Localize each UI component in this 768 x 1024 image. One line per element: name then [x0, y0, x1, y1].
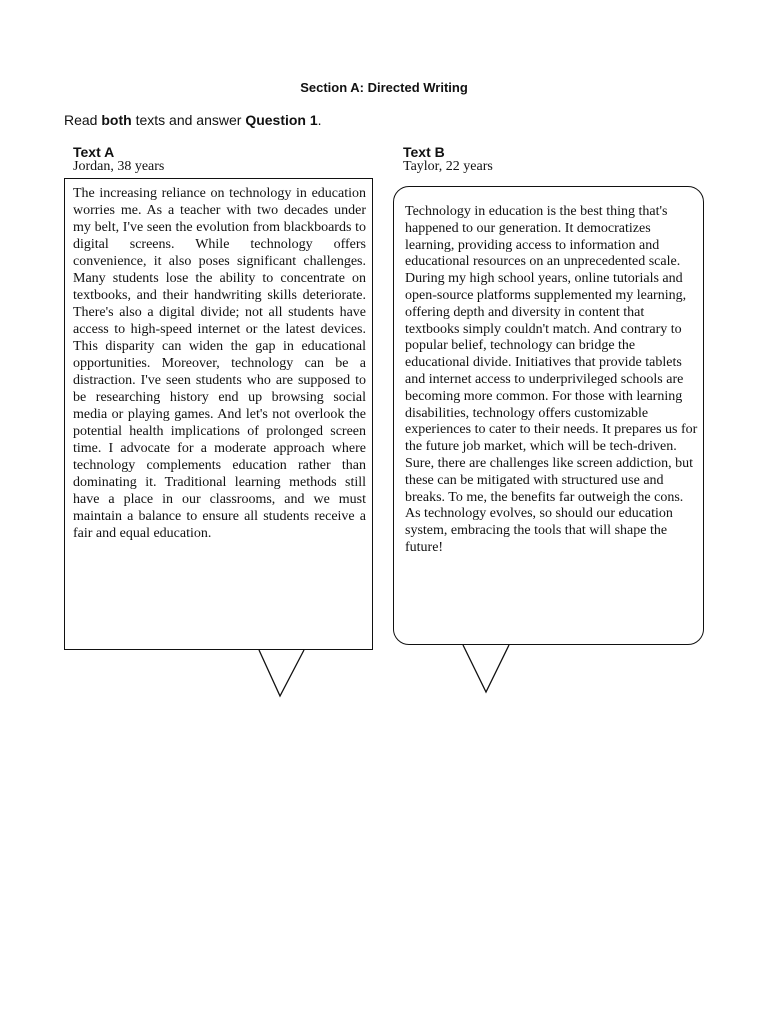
instruction-bold-question: Question 1 — [245, 112, 318, 128]
text-b-speech-bubble — [393, 186, 704, 645]
text-a-author: Jordan, 38 years — [73, 159, 165, 174]
text-b-bubble-tail — [460, 644, 512, 696]
text-a-bubble-tail — [256, 649, 306, 699]
text-a-body: The increasing reliance on technology in education worries me. As a teacher with two decades under my belt, I've seen the evolution from blackboards to digital screens. While technology offers convenience, it also poses significant challenges. Many students lose the ability to concentrate on textbooks, and their handwriting skills deteriorate. There's also a digital divide; not all students have access to high-speed internet or the latest devices. This disparity can widen the gap in educational opportunities. Moreover, technology can be a distraction. I've seen students who are supposed to be researching history end up browsing social media or playing games. And let's not overlook the potential health implications of prolonged screen time. I advocate for a moderate approach where technology complements education rather than dominating it. Traditional learning methods still have a place in our classrooms, and we must maintain a balance to ensure all students receive a fair and equal education. — [73, 186, 366, 541]
instruction-middle: texts and answer — [131, 112, 246, 128]
text-b-author: Taylor, 22 years — [403, 159, 493, 174]
instruction-bold-both: both — [101, 112, 132, 128]
instruction-prefix: Read — [64, 112, 102, 128]
instruction-line — [64, 112, 322, 128]
instruction-suffix: . — [317, 112, 322, 128]
text-a-speech-bubble — [64, 178, 373, 650]
text-a-label: Text A — [73, 144, 115, 160]
text-b-label: Text B — [403, 144, 445, 160]
text-b-body: Technology in education is the best thing that's happened to our generation. It democratizes learning, providing access to information and educational resources on an unprecedented scale. During my high school years, online tutorials and open-source platforms supplemented my learning, offering depth and diversity in content that textbooks simply couldn't match. And contrary to popular belief, technology can bridge the educational divide. Initiatives that provide tablets and internet access to underprivileged schools are becoming more common. For those with learning disabilities, technology offers customizable experiences to cater to their needs. It prepares us for the future job market, which will be tech-driven. Sure, there are challenges like screen addiction, but these can be mitigated with structured use and breaks. To me, the benefits far outweigh the cons. As technology evolves, so should our education system, embracing the tools that will shape the future! — [405, 204, 698, 555]
section-heading: Section A: Directed Writing — [300, 80, 468, 95]
